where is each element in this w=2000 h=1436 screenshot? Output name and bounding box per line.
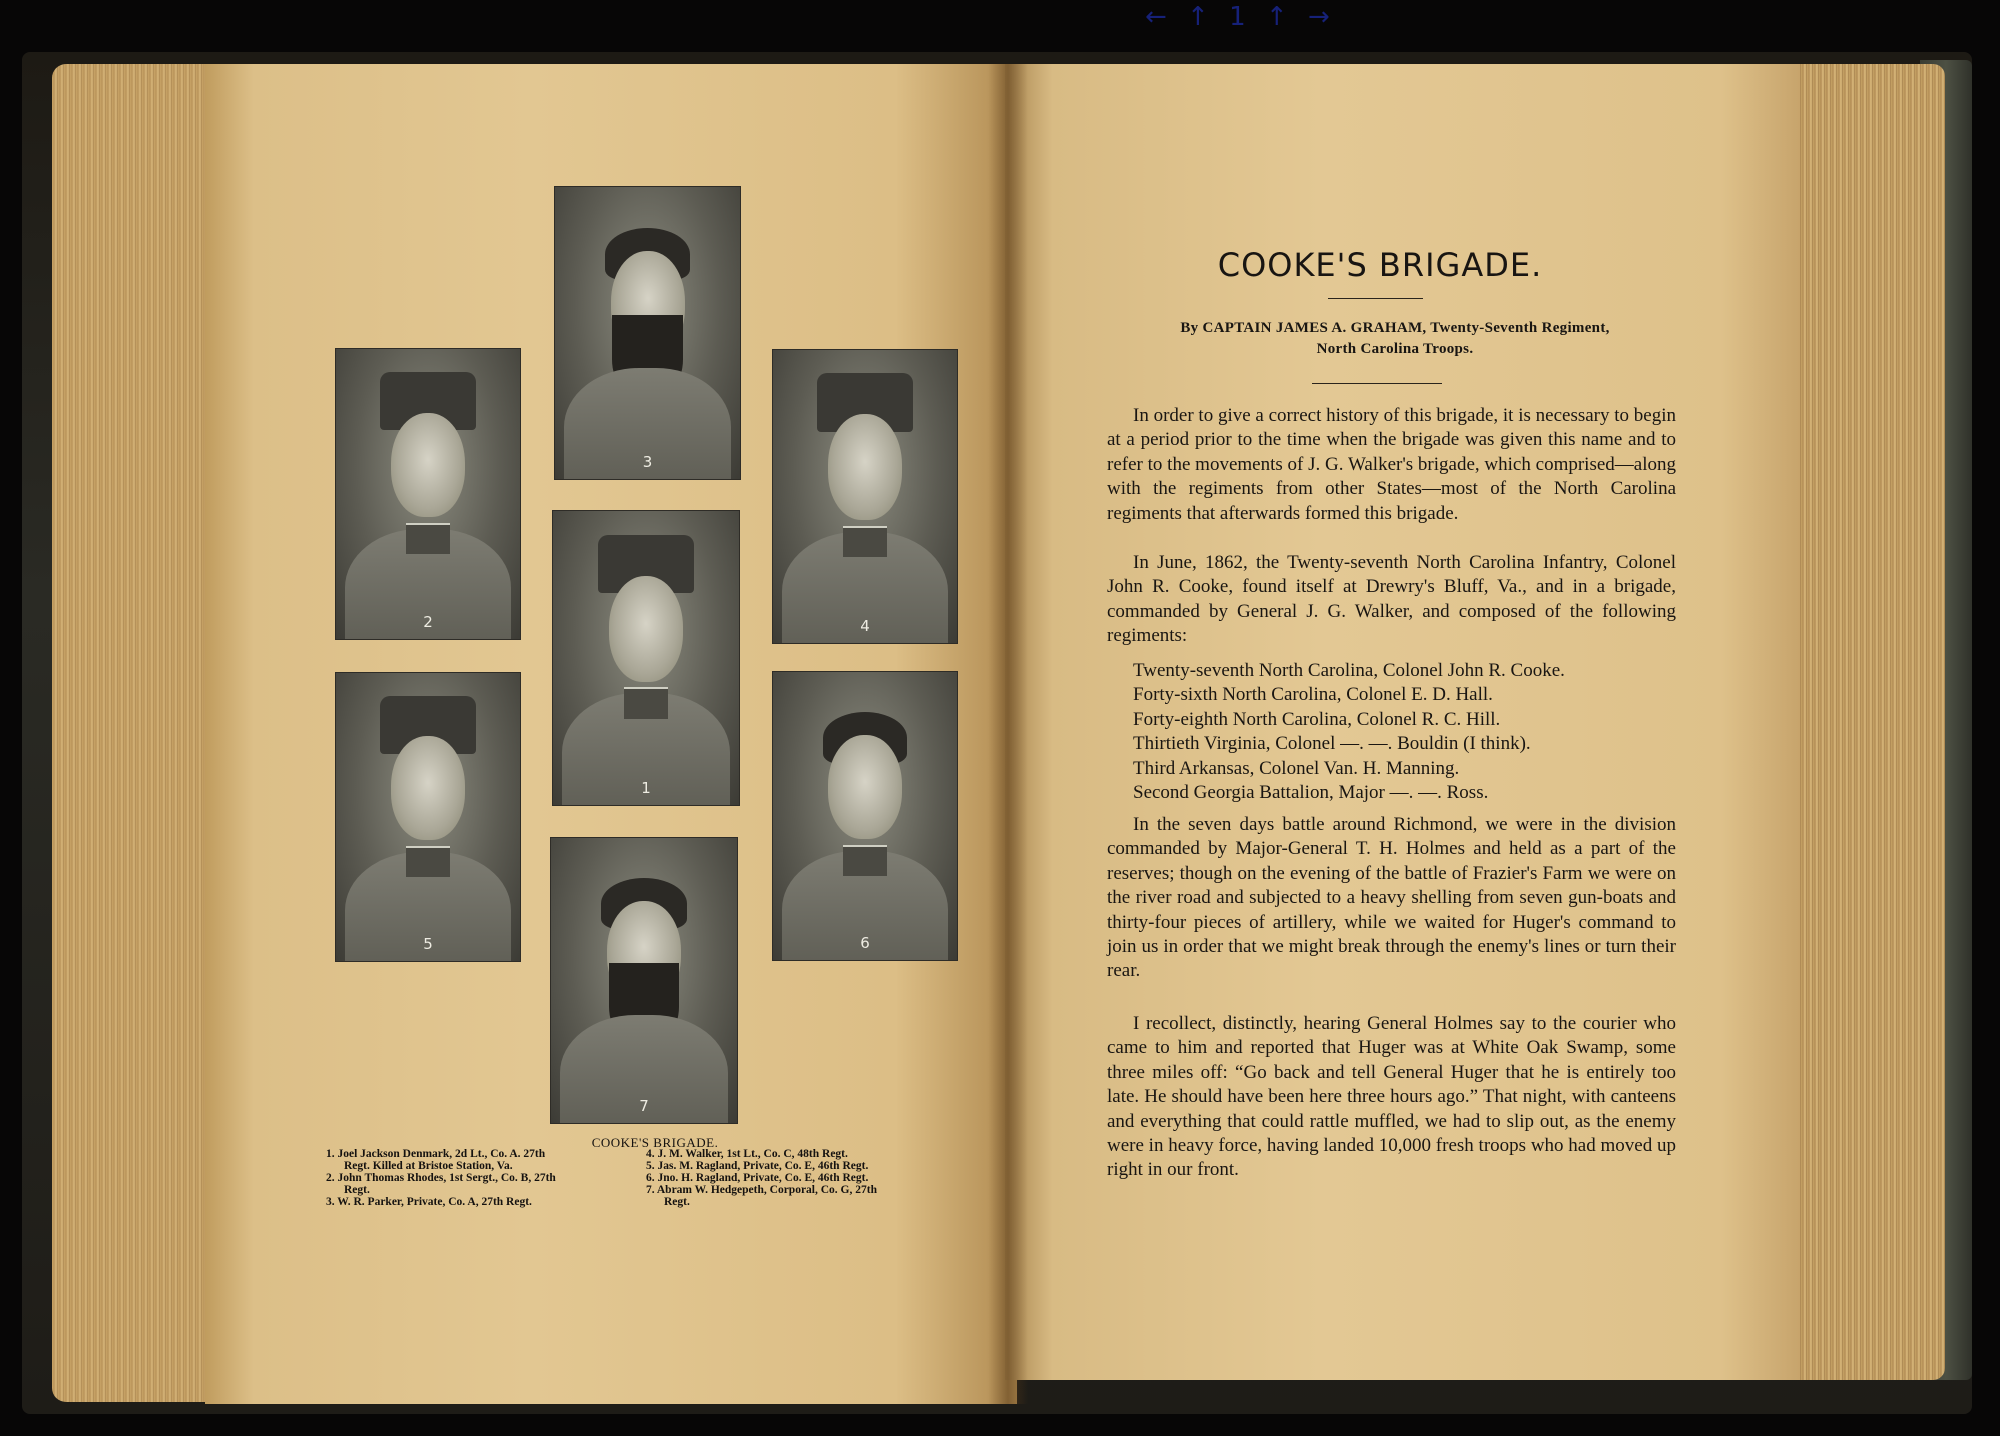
caption-line: Regt. (664, 1196, 690, 1208)
left-page-edges (52, 64, 222, 1402)
paragraph-4: I recollect, distinctly, hearing General Holmes say to the courier who came to him and reported that Huger was at White Oak Swamp, some three miles off: “Go back and tell General Huger that he is entirely too late. He should have been here three hours ago.” That night, with canteens and everything that could rattle muffled, we had to slip out, as the enemy were in heavy force, having landed 10,000 fresh troops who had moved up right in our front. (1107, 1013, 1676, 1181)
regiment-item: Second Georgia Battalion, Major —. —. Ross. (1133, 782, 1489, 804)
portrait-2 (336, 349, 520, 639)
portrait-1 (553, 511, 739, 805)
portrait-7 (551, 838, 737, 1123)
portrait-number: 3 (642, 453, 653, 471)
byline-line: North Carolina Troops. (1316, 341, 1474, 357)
paragraph-3: In the seven days battle around Richmond, we were in the division commanded by Major-General T. H. Holmes and held as a part of the reserves; though on the evening of the battle of Frazier's Farm we were on the river road and subjected to a heavy shelling from seven gun-boats and thirty-four pieces of artillery, while we waited for Huger's command to join us in order that we might break through the enemy's lines or turn their rear. (1107, 814, 1676, 982)
heading-rule (1328, 298, 1423, 299)
portrait-number: 5 (423, 935, 433, 953)
portrait-4 (773, 350, 957, 643)
byline-line: By CAPTAIN JAMES A. GRAHAM, Twenty-Seventh Regiment, (1180, 320, 1610, 336)
byline-rule (1312, 383, 1442, 384)
caption-title: COOKE'S BRIGADE. (591, 1135, 719, 1150)
caption-line: 6. Jno. H. Ragland, Private, Co. E, 46th Regt. (646, 1172, 869, 1184)
portrait-number: 6 (860, 934, 870, 952)
tape-marking: ← ↑ 1 ↑ → (1145, 2, 1336, 32)
portrait-number: 2 (423, 613, 433, 631)
paragraph-1: In order to give a correct history of this brigade, it is necessary to begin at a period prior to the time when the brigade was given this name and to refer to the movements of J. G. Walker's brigade, which comprised—along with the regiments from other States—most of the North Carolina regiments that afterwards formed this brigade. (1107, 405, 1676, 524)
regiment-item: Third Arkansas, Colonel Van. H. Manning. (1133, 757, 1460, 779)
regiment-list (1133, 659, 1693, 805)
regiment-item: Forty-sixth North Carolina, Colonel E. D. Hall. (1133, 684, 1493, 706)
caption-line: Regt. Killed at Bristoe Station, Va. (344, 1160, 513, 1172)
portrait-3 (555, 187, 740, 479)
portrait-5 (336, 673, 520, 961)
caption-line: 2. John Thomas Rhodes, 1st Sergt., Co. B, 27th (326, 1172, 556, 1184)
right-page-edges (1795, 64, 1945, 1380)
paragraph-2: In June, 1862, the Twenty-seventh North Carolina Infantry, Colonel John R. Cooke, found itself at Drewry's Bluff, Va., and in a brigade, commanded by General J. G. Walker, and composed of the following regiments: (1107, 552, 1676, 647)
portrait-number: 4 (860, 617, 870, 635)
regiment-item: Thirtieth Virginia, Colonel —. —. Bouldin (I think). (1133, 733, 1531, 755)
portrait-number: 7 (639, 1097, 649, 1115)
caption-line: 3. W. R. Parker, Private, Co. A, 27th Regt. (326, 1196, 532, 1208)
caption-line: Regt. (344, 1184, 370, 1196)
caption-line: 5. Jas. M. Ragland, Private, Co. E, 46th Regt. (646, 1160, 869, 1172)
author-byline (1120, 318, 1670, 360)
portrait-number: 1 (641, 779, 651, 797)
caption-line: 1. Joel Jackson Denmark, 2d Lt., Co. A. 27th (326, 1148, 546, 1160)
caption-line: 7. Abram W. Hedgepeth, Corporal, Co. G, 27th (646, 1184, 877, 1196)
regiment-item: Twenty-seventh North Carolina, Colonel John R. Cooke. (1133, 660, 1565, 681)
caption-line: 4. J. M. Walker, 1st Lt., Co. C, 48th Regt. (646, 1148, 848, 1160)
chapter-heading: COOKE'S BRIGADE. (1217, 246, 1543, 284)
regiment-item: Forty-eighth North Carolina, Colonel R. C. Hill. (1133, 708, 1501, 730)
portrait-6 (773, 672, 957, 960)
caption-list-right (646, 1148, 966, 1208)
caption-list-left (326, 1148, 642, 1208)
book-gutter (988, 64, 1028, 1404)
